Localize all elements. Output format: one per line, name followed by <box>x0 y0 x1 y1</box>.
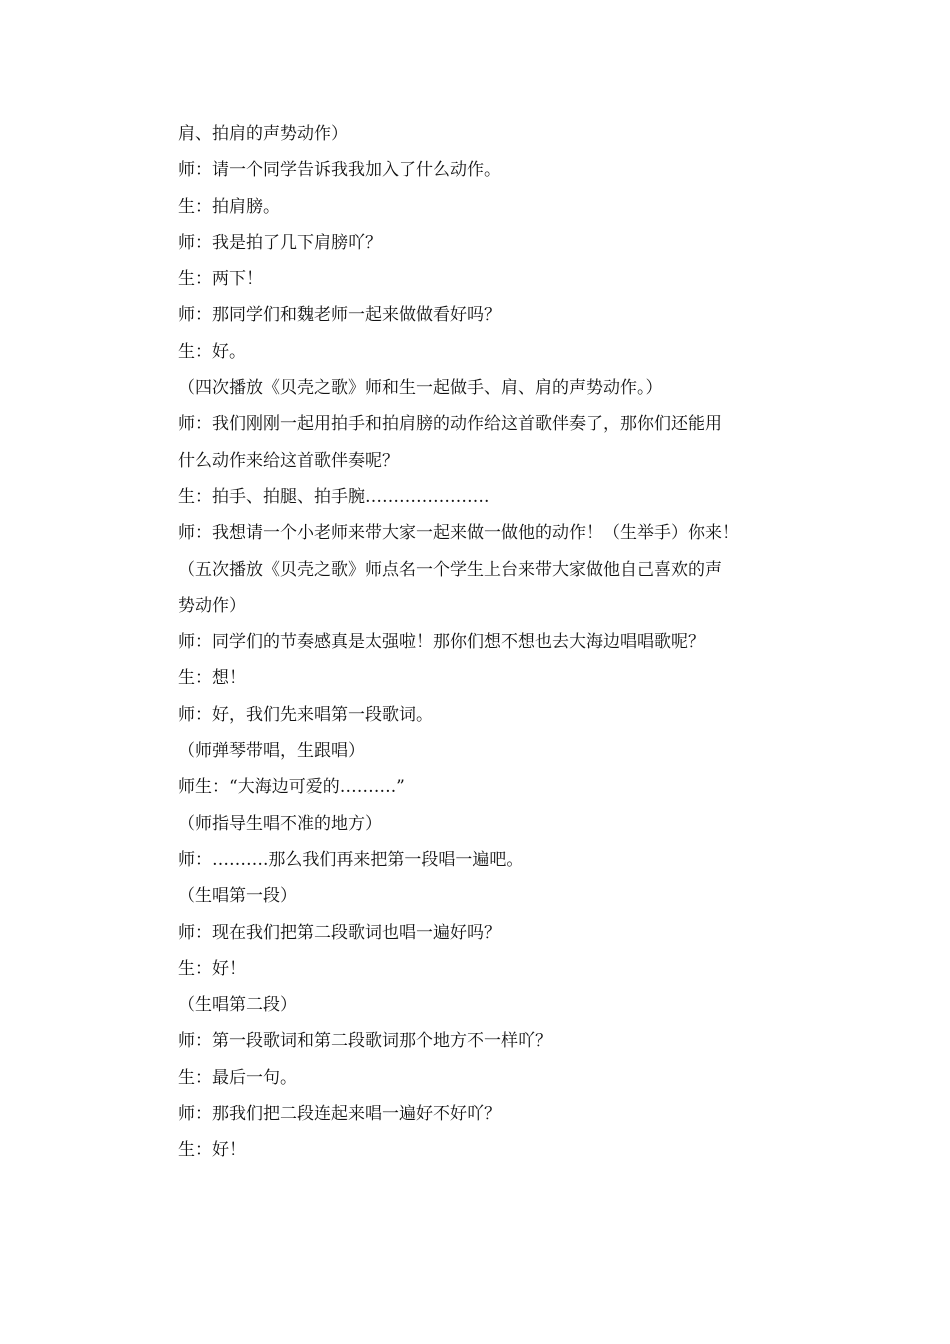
text-line: 师：那同学们和魏老师一起来做做看好吗？ <box>178 305 501 326</box>
text-line: 生：想！ <box>178 668 246 689</box>
text-line: 生：拍肩膀。 <box>178 196 280 217</box>
text-line: 生：两下！ <box>178 269 263 290</box>
text-line: 师：我想请一个小老师来带大家一起来做一做他的动作！（生举手）你来！ <box>178 523 739 544</box>
text-line: （四次播放《贝壳之歌》师和生一起做手、肩、肩的声势动作。） <box>178 378 663 399</box>
text-line: 师：那我们把二段连起来唱一遍好不好吖？ <box>178 1104 501 1125</box>
text-line: 什么动作来给这首歌伴奏呢？ <box>178 450 399 471</box>
text-line: 师：请一个同学告诉我我加入了什么动作。 <box>178 160 501 181</box>
text-line: 生：最后一句。 <box>178 1067 297 1088</box>
text-line: （师弹琴带唱，生跟唱） <box>178 741 365 762</box>
text-line: 生：拍手、拍腿、拍手腕…………………. <box>178 486 490 507</box>
text-line: 肩、拍肩的声势动作） <box>178 124 348 144</box>
text-line: （师指导生唱不准的地方） <box>178 813 382 834</box>
text-line: 师：同学们的节奏感真是太强啦！那你们想不想也去大海边唱唱歌呢？ <box>178 632 705 653</box>
text-line: 势动作） <box>178 595 246 616</box>
text-line: 师：现在我们把第二段歌词也唱一遍好吗？ <box>178 922 501 943</box>
text-line: 师：我是拍了几下肩膀吖？ <box>178 232 382 253</box>
text-line: （生唱第一段） <box>178 886 297 907</box>
text-line: 师生：“大海边可爱的……….” <box>178 777 405 798</box>
text-line: 生：好。 <box>178 341 246 362</box>
text-line: 师：我们刚刚一起用拍手和拍肩膀的动作给这首歌伴奏了，那你们还能用 <box>178 414 722 435</box>
text-line: 生：好！ <box>178 1140 246 1161</box>
text-line: 师：……….那么我们再来把第一段唱一遍吧。 <box>178 849 524 870</box>
text-line: （五次播放《贝壳之歌》师点名一个学生上台来带大家做他自己喜欢的声 <box>178 559 722 580</box>
text-line: 师：好，我们先来唱第一段歌词。 <box>178 704 433 725</box>
text-line: （生唱第二段） <box>178 995 297 1016</box>
document-body <box>178 116 818 1169</box>
text-line: 生：好！ <box>178 958 246 979</box>
text-line: 师：第一段歌词和第二段歌词那个地方不一样吖？ <box>178 1031 552 1052</box>
